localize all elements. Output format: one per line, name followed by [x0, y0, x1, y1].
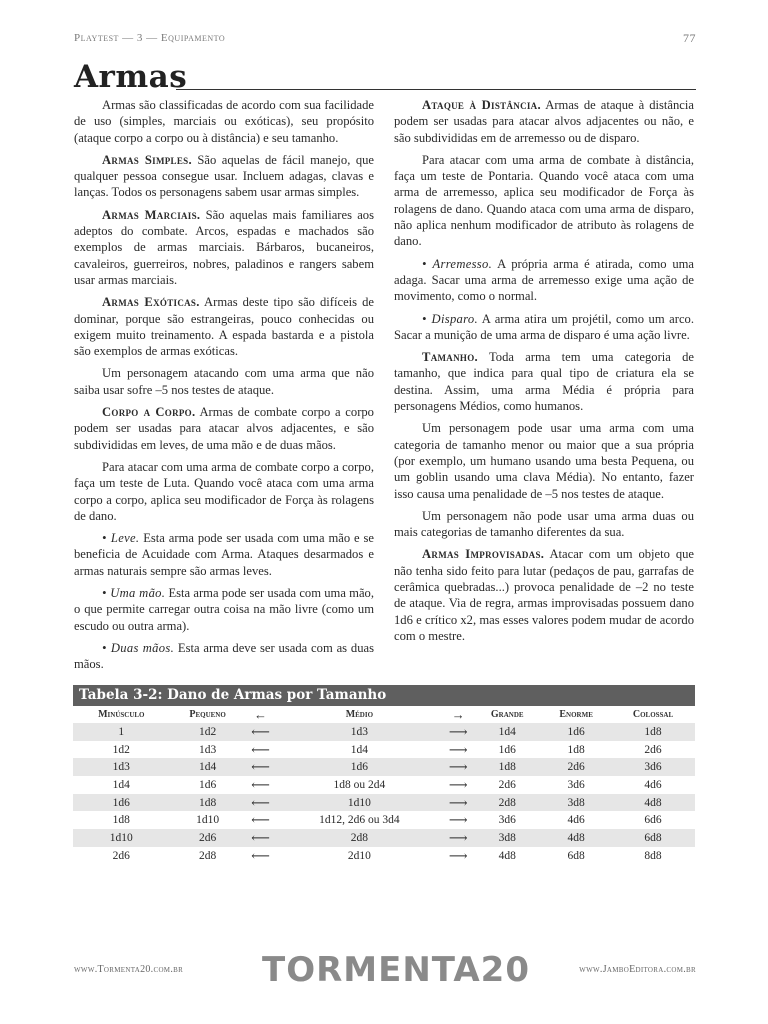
table-cell: 4d6 — [567, 814, 585, 827]
table-cell: 4d8 — [498, 849, 516, 862]
paragraph-text: Um personagem atacando com uma arma que não saiba usar sofre –5 nos testes de ataque. — [74, 366, 374, 397]
paragraph — [394, 546, 694, 644]
table-cell: 1d4 — [350, 743, 368, 756]
table-header-cell: Enorme — [559, 709, 593, 720]
paragraph — [74, 585, 374, 634]
paragraph-lead: • Leve. — [102, 531, 140, 546]
table-cell: 3d6 — [611, 758, 695, 776]
paragraph-text: Para atacar com uma arma de combate à distância, faça um teste de Pontaria. Quando você ataca com uma arma de arremesso, aplica seu modificador de Força às rolagens de dano. Quando ataca com uma arma de disparo, não aplica nenhum modificador de atributo às rolagens de dano. — [394, 152, 694, 249]
paragraph-text: Atacar com um objeto que não tenha sido feito para lutar (pedaços de pau, garrafas de cerâmica quebradas...) provoca penalidade de –2 no teste de ataque. Via de regra, armas improvisadas possuem dano 1d6 e crítico x2, mas esses valores podem mudar de acordo com o mestre. — [394, 547, 695, 643]
table-cell: 1d10 — [196, 814, 220, 827]
table-cell: 1d4 — [170, 758, 246, 776]
table-row — [73, 829, 695, 847]
table-cell: 1d4 — [473, 723, 541, 741]
arrow-left-icon: ⟵ — [246, 794, 276, 812]
arrow-left-icon: ⟵ — [251, 812, 270, 828]
table-cell: 1d3 — [73, 758, 170, 776]
paragraph-text: Armas deste tipo são difíceis de dominar, porque são estrangeiras, pouco conhecidas ou exigem muito treinamento. A espada bastarda e a pistola são exemplos de armas exóticas. — [74, 295, 374, 359]
table-cell: 6d6 — [644, 814, 662, 827]
paragraph — [394, 256, 694, 305]
table-cell: 2d6 — [170, 829, 246, 847]
table-row — [73, 758, 695, 776]
paragraph-lead: Armas Improvisadas. — [422, 547, 545, 562]
paragraph-text: Armas são classificadas de acordo com sua facilidade de uso (simples, marciais ou exóticas), seu propósito (ataque corpo a corpo ou à distância) e seu tamanho. — [74, 98, 374, 145]
table-cell: 2d10 — [347, 849, 371, 862]
paragraph-text: Um personagem pode usar uma arma com uma categoria de tamanho menor ou maior que a sua própria (por exemplo, um humano usando uma besta Pequena, ou um goblin usando uma clava Média). No entanto, fazer isso causa uma penalidade de –5 nos testes de ataque. — [394, 421, 694, 501]
paragraph-text: A arma atira um projétil, como um arco. Sacar a munição de uma arma de disparo é uma ação livre. — [394, 311, 694, 342]
paragraph-text: São aquelas mais familiares aos adeptos do combate. Arcos, espadas e machados são exemplos de armas marciais. Bárbaros, bucaneiros, cavaleiros, guerreiros, nobres, paladinos e rangers sabem usar armas marciais. — [74, 207, 374, 287]
paragraph-text: A própria arma é atirada, como uma adaga. Sacar uma arma de arremesso exige uma ação de movimento, como o normal. — [394, 256, 695, 304]
paragraph-lead: • Arremesso. — [422, 256, 493, 271]
table-row — [73, 776, 695, 794]
table-header-cell: Minúsculo — [98, 709, 145, 720]
table-row — [73, 811, 695, 829]
table-cell: 1d2 — [112, 743, 130, 756]
damage-table — [73, 685, 695, 865]
arrow-left-icon: ⟵ — [251, 776, 270, 792]
paragraph-lead: Armas Simples. — [102, 152, 192, 167]
paragraph — [74, 152, 374, 201]
paragraph-text: Para atacar com uma arma de combate corpo a corpo, faça um teste de Luta. Quando você ataca com uma arma corpo a corpo, aplica seu modificador de Força às rolagens de dano. — [74, 459, 374, 523]
table-cell: 1d8 — [473, 758, 541, 776]
paragraph — [74, 640, 374, 673]
paragraph — [74, 294, 374, 359]
paragraph-lead: • Duas mãos. — [102, 640, 175, 655]
arrow-right-icon: ⟶ — [443, 794, 473, 812]
tormenta20-logo: TORMENTA20 — [262, 950, 530, 990]
table-cell: 3d8 — [541, 794, 611, 812]
footer-website-right[interactable]: www.JamboEditora.com.br — [579, 964, 696, 975]
arrow-right-icon: ⟶ — [443, 829, 473, 847]
table-cell: 1d6 — [276, 758, 444, 776]
table-cell: 2d6 — [644, 743, 662, 756]
title-rule — [176, 89, 696, 90]
paragraph-lead: • Disparo. — [422, 311, 478, 326]
table-cell: 1d10 — [276, 794, 444, 812]
paragraph — [394, 311, 694, 344]
arrow-right-icon: ⟶ — [448, 847, 468, 863]
table-row — [73, 741, 695, 759]
footer-website-left[interactable]: www.Tormenta20.com.br — [74, 964, 184, 975]
paragraph-text: Um personagem não pode usar uma arma duas ou mais categorias de tamanho diferentes da sua. — [394, 508, 694, 540]
table-cell: 3d8 — [473, 829, 541, 847]
table-header-cell: Grande — [490, 709, 524, 720]
paragraph — [394, 152, 694, 250]
table-cell: 3d6 — [498, 814, 516, 827]
paragraph-text: Esta arma pode ser usada com uma mão e se beneficia de Acuidade com Arma. Ataques desarmados e armas naturais sempre são armas leves. — [74, 531, 374, 578]
table-header-cell: Colossal — [632, 709, 674, 720]
table-header-row — [73, 706, 695, 723]
table-cell: 1d12, 2d6 ou 3d4 — [319, 814, 400, 827]
arrow-left-icon: ⟵ — [246, 758, 276, 776]
table-cell: 4d8 — [541, 829, 611, 847]
table-cell: 8d8 — [644, 849, 662, 862]
paragraph-text: Esta arma deve ser usada com as duas mãos. — [74, 640, 374, 672]
paragraph-text: Armas de ataque à distância podem ser usadas para atacar alvos adjacentes ou não, e são subdivididas em de arremesso ou de disparo. — [394, 98, 694, 145]
paragraph — [74, 97, 374, 146]
paragraph — [74, 365, 374, 398]
arrow-right-icon: ⟶ — [443, 758, 473, 776]
paragraph-lead: • Uma mão. — [102, 586, 166, 601]
table-cell: 1d6 — [541, 723, 611, 741]
arrow-left-icon: ⟵ — [246, 829, 276, 847]
damage-table-grid — [73, 706, 695, 865]
table-cell: 1d8 — [611, 723, 695, 741]
arrow-left-icon: ⟵ — [251, 847, 270, 863]
arrow-right-icon: ⟶ — [443, 723, 473, 741]
table-cell: 1d10 — [73, 829, 170, 847]
paragraph — [394, 508, 694, 541]
table-cell: 2d6 — [498, 778, 516, 791]
table-cell: 1d8 — [170, 794, 246, 812]
table-cell: 1d3 — [276, 723, 444, 741]
table-cell: 2d6 — [112, 849, 130, 862]
running-head-text: Playtest — 3 — Equipamento — [74, 32, 226, 44]
table-cell: 2d6 — [541, 758, 611, 776]
paragraph — [394, 420, 694, 501]
table-row — [73, 794, 695, 812]
paragraph — [74, 530, 374, 579]
table-header-cell: ← — [254, 706, 268, 722]
table-cell: 2d8 — [198, 849, 217, 862]
paragraph-text: Toda arma tem uma categoria de tamanho, que indica para qual tipo de criatura ela se destina. Assim, uma arma Média é própria para personagens Médios, como humanos. — [394, 350, 694, 414]
table-cell: 1 — [73, 723, 170, 741]
table-header-cell: Pequeno — [189, 709, 226, 720]
table-cell: 1d2 — [170, 723, 246, 741]
arrow-right-icon: ⟶ — [448, 812, 468, 828]
table-cell: 1d6 — [73, 794, 170, 812]
arrow-right-icon: ⟶ — [448, 776, 468, 792]
paragraph-text: Armas de combate corpo a corpo podem ser usadas para atacar alvos adjacentes, e são subdivididas em leves, de uma mão e de duas mãos. — [74, 405, 374, 452]
paragraph — [74, 459, 374, 524]
paragraph-text: São aquelas de fácil manejo, que qualquer pessoa consegue usar. Incluem adagas, clavas e lanças. Todos os personagens sabem usar armas simples. — [74, 152, 374, 200]
paragraph-lead: Corpo a Corpo. — [102, 405, 196, 420]
page-number: 77 — [683, 31, 696, 45]
table-cell: 1d4 — [112, 778, 130, 791]
table-cell: 1d3 — [198, 743, 217, 756]
table-title: Tabela 3-2: Dano de Armas por Tamanho — [73, 685, 695, 706]
paragraph — [394, 97, 694, 146]
table-cell: 6d8 — [567, 849, 585, 862]
paragraph — [74, 404, 374, 453]
table-body — [73, 723, 695, 865]
table-cell: 2d8 — [276, 829, 444, 847]
paragraph-lead: Ataque à Distância. — [422, 98, 541, 112]
table-header-cell: Médio — [345, 709, 374, 720]
paragraph-lead: Armas Marciais. — [102, 207, 201, 222]
table-row — [73, 723, 695, 741]
paragraph-lead: Tamanho. — [422, 350, 478, 365]
table-row — [73, 847, 695, 865]
table-cell: 1d6 — [498, 743, 516, 756]
table-cell: 4d6 — [644, 778, 662, 791]
running-head — [74, 32, 696, 44]
table-cell: 3d6 — [567, 778, 585, 791]
table-cell: 2d8 — [473, 794, 541, 812]
arrow-right-icon: ⟶ — [448, 741, 468, 757]
table-cell: 1d8 — [567, 743, 585, 756]
right-column — [394, 97, 694, 650]
paragraph — [394, 349, 694, 414]
table-cell: 4d8 — [611, 794, 695, 812]
table-cell: 1d8 — [112, 814, 130, 827]
arrow-left-icon: ⟵ — [251, 741, 270, 757]
left-column — [74, 97, 374, 679]
table-header-cell: → — [451, 706, 465, 722]
paragraph-text: Esta arma pode ser usada com uma mão, o que permite carregar outra coisa na mão livre (como um escudo ou outra arma). — [74, 586, 375, 633]
page-title: Armas — [74, 59, 188, 95]
table-cell: 6d8 — [611, 829, 695, 847]
paragraph — [74, 207, 374, 288]
table-cell: 1d8 ou 2d4 — [333, 778, 386, 791]
table-cell: 1d6 — [198, 778, 217, 791]
arrow-left-icon: ⟵ — [246, 723, 276, 741]
paragraph-lead: Armas Exóticas. — [102, 295, 200, 310]
